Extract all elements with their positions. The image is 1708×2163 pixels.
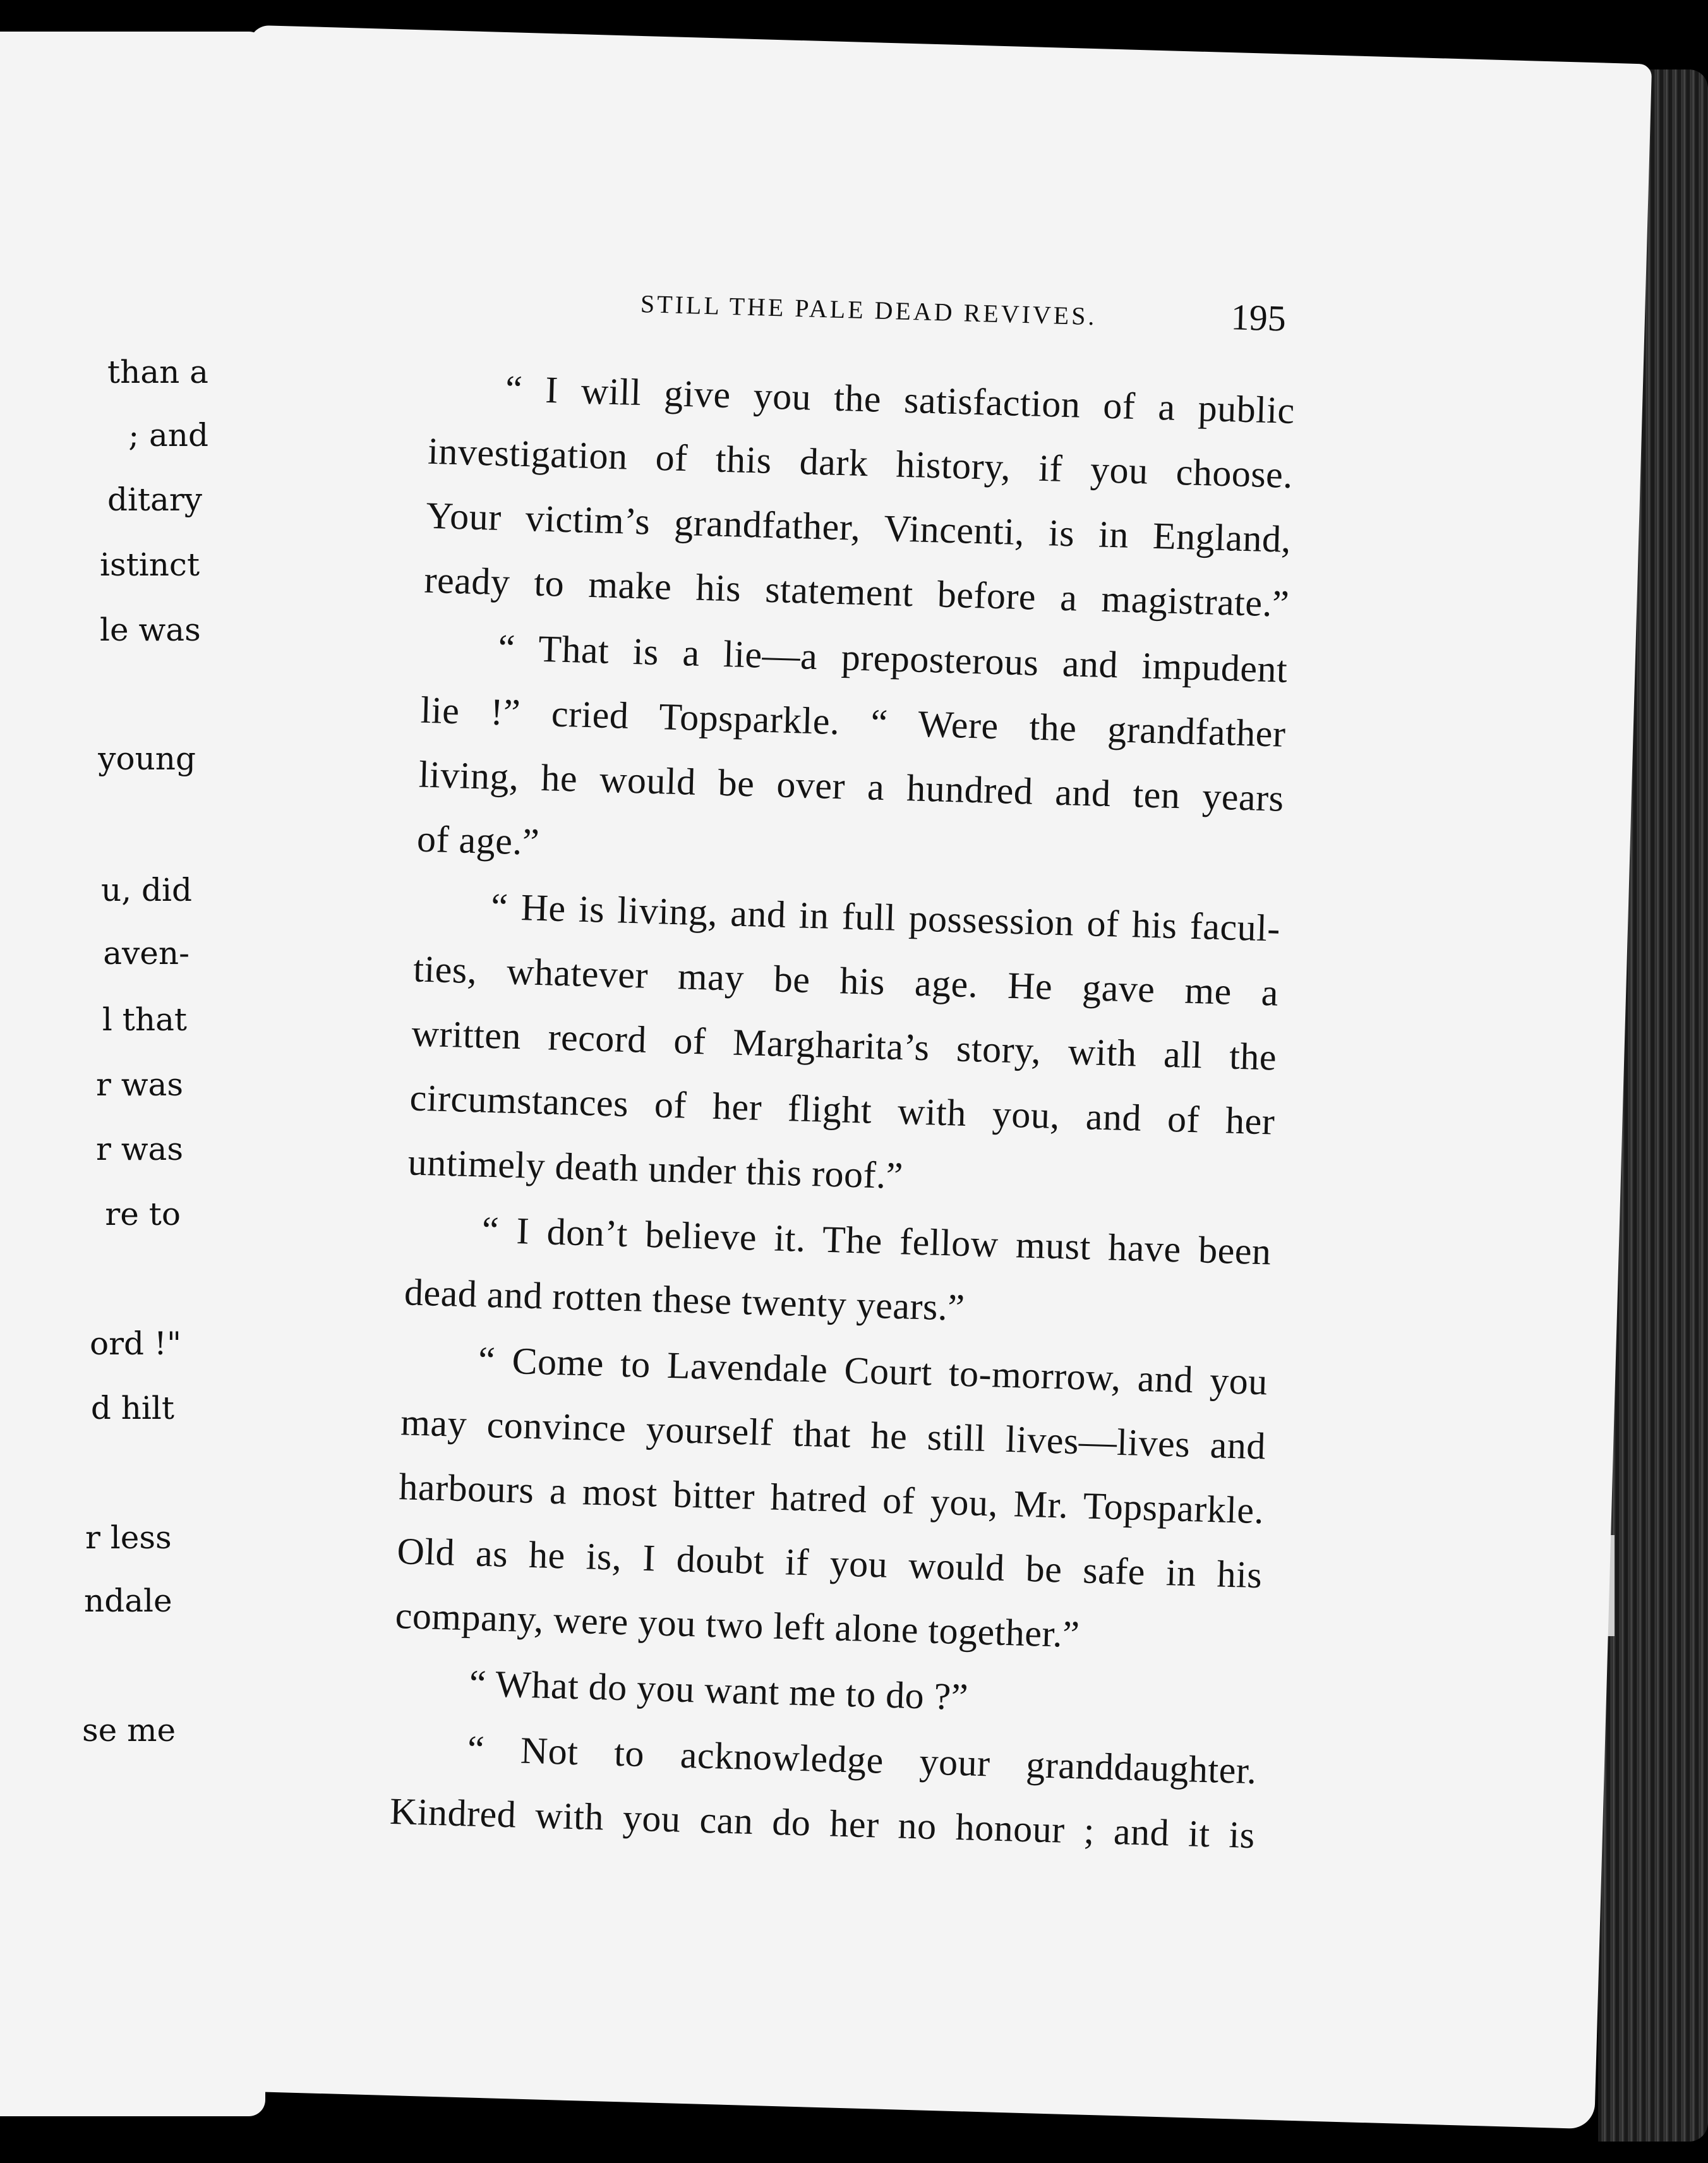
text-line: Kindred with you can do her no honour ; and it is xyxy=(389,1790,1256,1857)
left-page-line: l that xyxy=(102,1001,187,1038)
left-page-line: r was xyxy=(95,1131,183,1167)
text-line: dead and rotten these twenty years.” xyxy=(404,1271,966,1329)
left-page-line: r less xyxy=(85,1519,172,1556)
text-line: “ That is a lie—a preposterous and impudent xyxy=(497,627,1289,690)
text-line: “ Come to Lavendale Court to-morrow, and you xyxy=(478,1339,1268,1403)
text-line: “ What do you want me to do ?” xyxy=(469,1662,969,1718)
left-page-line: le was xyxy=(100,612,201,648)
left-page-line: ditary xyxy=(107,481,202,518)
text-line: may convince yourself that he still lives—lives and xyxy=(400,1401,1266,1467)
text-line: Old as he is, I doubt if you would be safe in his xyxy=(396,1530,1263,1596)
left-page-line: ndale xyxy=(84,1582,172,1619)
left-page-line: re to xyxy=(105,1196,181,1232)
text-line: ties, whatever may be his age. He gave me a xyxy=(412,948,1279,1014)
left-page-line: se me xyxy=(82,1712,176,1749)
running-head: STILL THE PALE DEAD REVIVES. xyxy=(640,289,1098,331)
text-line: harbours a most bitter hatred of you, Mr. Topsparkle. xyxy=(398,1466,1265,1532)
text-line: ready to make his statement before a magistrate.” xyxy=(423,558,1290,625)
text-line: “ I don’t believe it. The fellow must have been xyxy=(481,1208,1272,1273)
left-page-line: ord !" xyxy=(90,1325,181,1362)
text-line: untimely death under this roof.” xyxy=(407,1141,904,1197)
text-line: company, were you two left alone together.” xyxy=(394,1594,1081,1656)
left-page-line: ; and xyxy=(128,417,208,454)
left-page-line: istinct xyxy=(100,546,200,583)
text-line: “ He is living, and in full possession of his facul- xyxy=(490,885,1281,949)
left-page-line: r was xyxy=(95,1066,183,1103)
text-line: “ Not to acknowledge your granddaughter. xyxy=(467,1728,1258,1792)
page-number: 195 xyxy=(1230,296,1287,339)
right-page xyxy=(193,25,1652,2130)
text-line: lie !” cried Topsparkle. “ Were the grandfather xyxy=(420,689,1287,755)
left-page-line: than a xyxy=(107,354,208,390)
left-page-line: aven- xyxy=(103,935,189,972)
text-line: living, he would be over a hundred and ten years xyxy=(418,753,1285,819)
left-page-line: d hilt xyxy=(90,1390,174,1426)
text-line: “ I will give you the satisfaction of a public xyxy=(505,368,1296,432)
text-line: Your victim’s grandfather, Vincenti, is in England, xyxy=(425,494,1292,560)
text-line: investigation of this dark history, if you choose. xyxy=(427,430,1294,497)
text-line: of age.” xyxy=(416,817,540,863)
left-page-line: u, did xyxy=(101,872,192,908)
text-line: circumstances of her flight with you, and of her xyxy=(409,1076,1276,1143)
left-page-line: young xyxy=(98,740,196,777)
text-line: written record of Margharita’s story, with all the xyxy=(411,1012,1278,1078)
